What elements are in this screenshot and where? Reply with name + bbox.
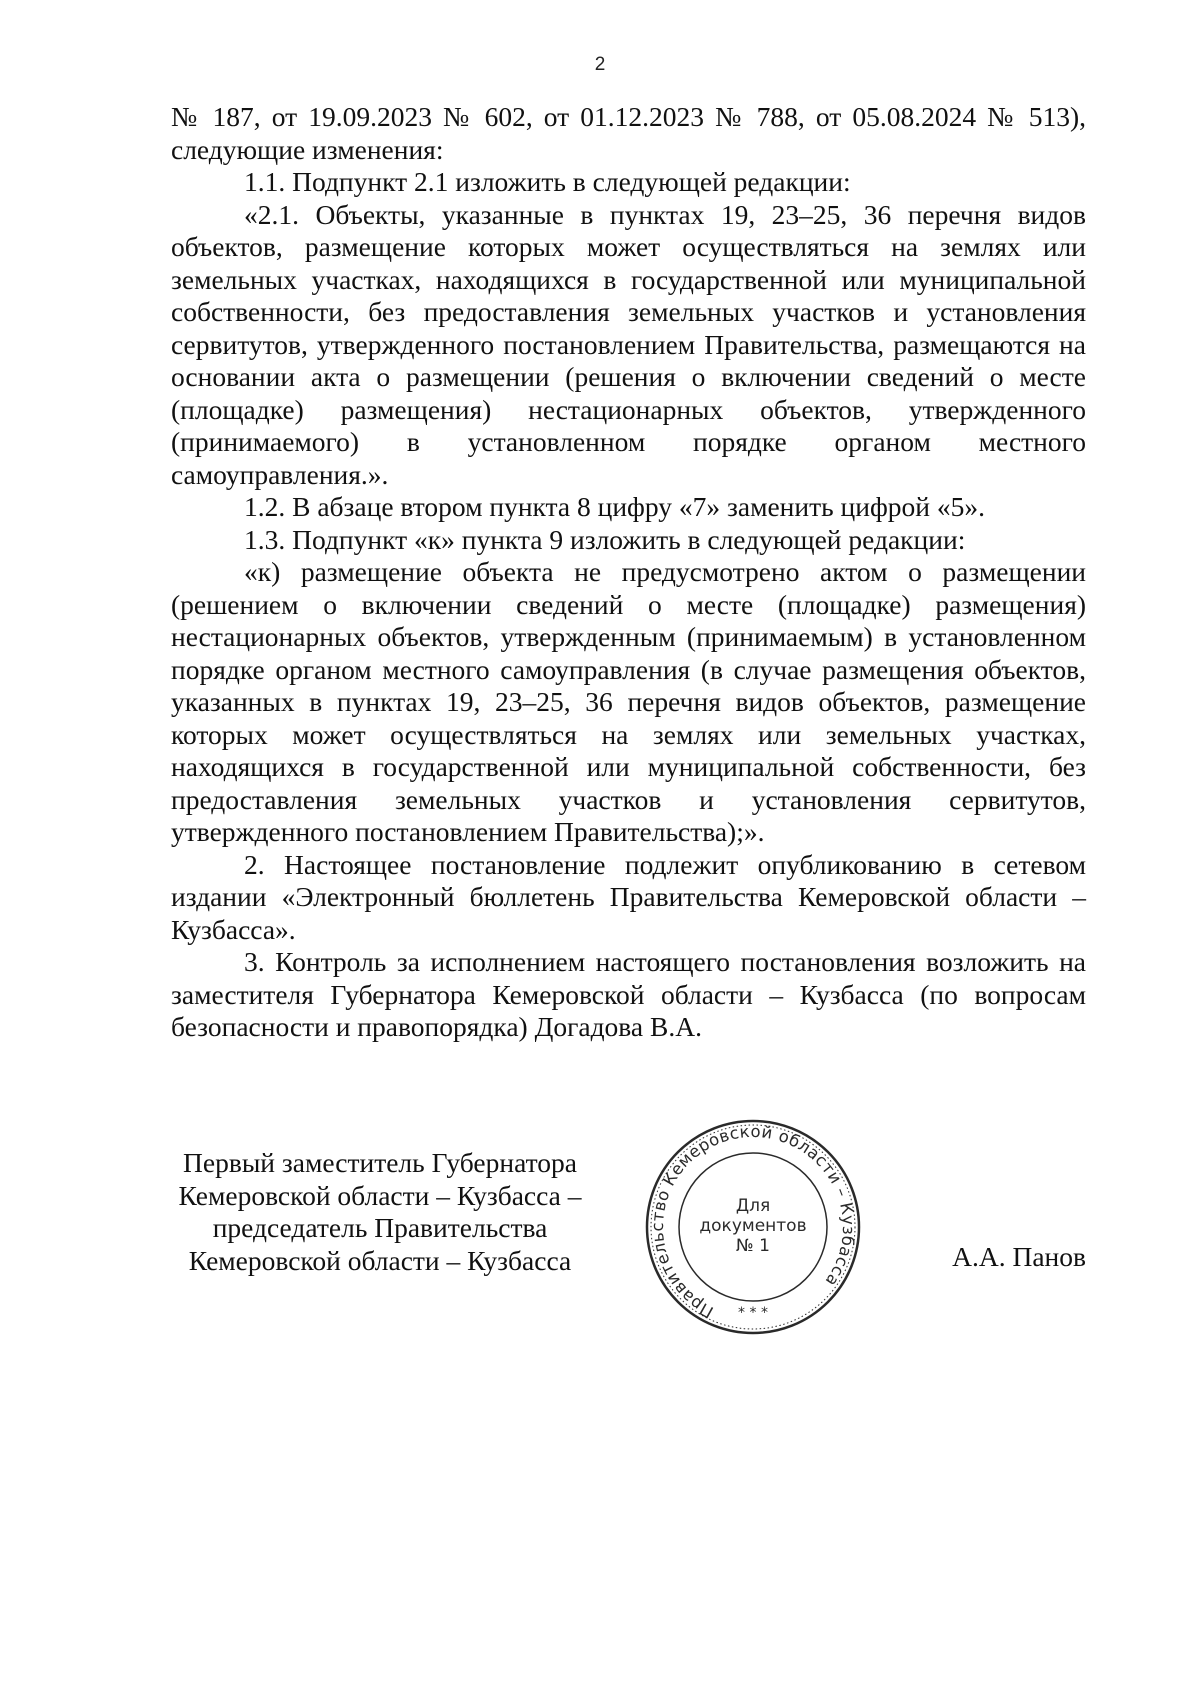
official-seal-stamp [643, 1117, 863, 1337]
page-number: 2 [594, 54, 606, 75]
signatory-position-line: Кемеровской области – Кузбасса [188, 1244, 572, 1276]
signer-name: А.А. Панов [952, 1241, 1086, 1272]
seal-graphic [643, 1117, 863, 1337]
paragraph-amendments-intro: № 187, от 19.09.2023 № 602, от 01.12.2023 № 788, от 05.08.2024 № 513), следующие изменения: [171, 101, 1086, 165]
signatory-position-line: Кемеровской области – Кузбасса – [178, 1179, 582, 1211]
paragraph-item-1-3: 1.3. Подпункт «к» пункта 9 изложить в следующей редакции: [244, 523, 966, 555]
paragraph-item-k-text: «к) размещение объекта не предусмотрено актом о размещении (решением о включении сведений о месте (площадке) размещения) нестационарных объектов, утвержденным (принимаемым) в установленном порядке органом местного самоуправления (в случае размещения объектов, указанных в пунктах 19, 23–25, 36 перечня видов объектов, размещение которых может осуществляться на землях или земельных участках, находящихся в государственной или муниципальной собственности, без предоставления земельных участков и установления сервитутов, утвержденного постановлением Правительства);». [171, 556, 1086, 847]
signatory-position [150, 1147, 610, 1277]
seal-ring-text: Правительство Кемеровской области – Кузбасса [647, 1121, 859, 1322]
seal-center-text: документов [699, 1216, 807, 1236]
signatory-position-line: Первый заместитель Губернатора [183, 1147, 577, 1178]
document-body [171, 101, 1086, 1044]
seal-center-text: № 1 [736, 1236, 770, 1256]
paragraph-item-2-publication: 2. Настоящее постановление подлежит опубликованию в сетевом издании «Электронный бюллетень Правительства Кемеровской области – Кузбасса». [171, 848, 1086, 945]
paragraph-item-3-control: 3. Контроль за исполнением настоящего постановления возложить на заместителя Губернатора Кемеровской области – Кузбасса (по вопросам безопасности и правопорядка) Догадова В.А. [171, 946, 1086, 1042]
signatory-position-line: председатель Правительства [212, 1212, 548, 1243]
paragraph-item-1-1: 1.1. Подпункт 2.1 изложить в следующей редакции: [244, 166, 851, 197]
paragraph-item-1-2: 1.2. В абзаце втором пункта 8 цифру «7» заменить цифрой «5». [244, 491, 986, 522]
paragraph-item-2-1-text: «2.1. Объекты, указанные в пунктах 19, 23–25, 36 перечня видов объектов, размещение которых может осуществляться на землях или земельных участках, находящихся в государственной или муниципальной собственности, без предоставления земельных участков и установления сервитутов, утвержденного постановлением Правительства, размещаются на основании акта о размещении (решения о включении сведений о месте (площадке) размещения) нестационарных объектов, утвержденного (принимаемого) в установленном порядке органом местного самоуправления.». [171, 198, 1086, 490]
seal-stars: * * * [738, 1305, 768, 1321]
seal-center-text: Для [735, 1196, 771, 1216]
